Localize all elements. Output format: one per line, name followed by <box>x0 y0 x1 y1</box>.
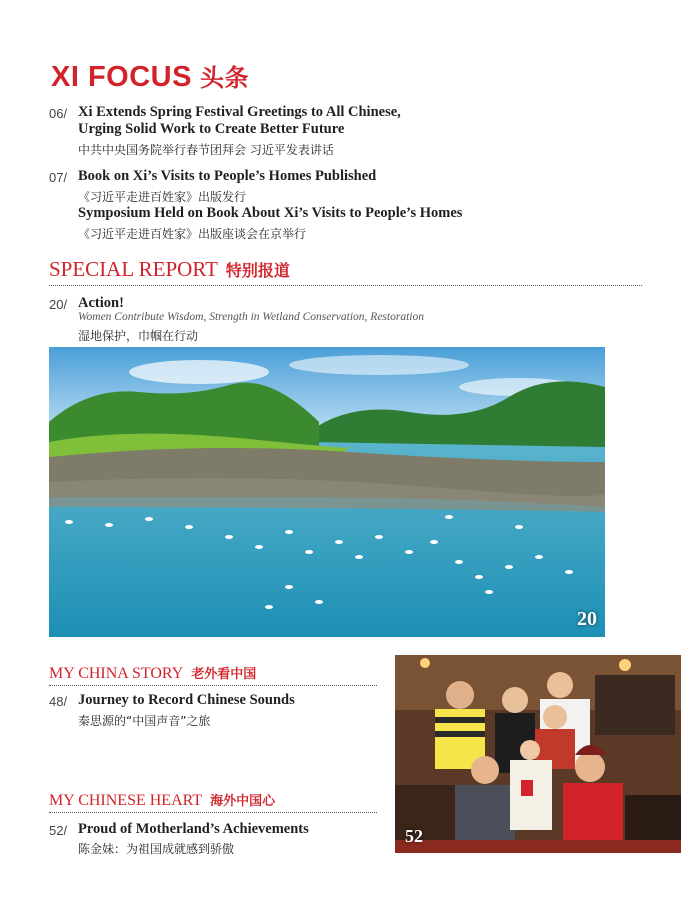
special-report-heading <box>49 257 290 282</box>
article-title[interactable]: Book on Xi’s Visits to People’s Homes Published <box>78 168 377 184</box>
family-group-photo[interactable] <box>395 655 681 853</box>
wetland-photo-illustration <box>49 347 605 637</box>
section-divider <box>49 285 642 286</box>
xi-focus-title-cn: 头条 <box>199 64 249 92</box>
special-report-title-cn: 特别报道 <box>225 261 290 280</box>
article-title-cn: 湿地保护，巾帼在行动 <box>78 329 199 343</box>
article-title[interactable]: Xi Extends Spring Festival Greetings to All Chinese, <box>78 104 401 120</box>
article-title-cn: 中共中央国务院举行春节团拜会 习近平发表讲话 <box>78 143 334 157</box>
article-title[interactable]: Journey to Record Chinese Sounds <box>78 692 295 708</box>
my-chinese-heart-title-cn: 海外中国心 <box>210 794 276 809</box>
my-china-story-heading <box>49 663 256 683</box>
my-china-story-title-cn: 老外看中国 <box>191 667 257 682</box>
article-title[interactable]: Symposium Held on Book About Xi’s Visits to People’s Homes <box>78 205 463 221</box>
my-chinese-heart-title-en: MY CHINESE HEART <box>49 792 203 809</box>
article-title[interactable]: Action! <box>78 295 124 311</box>
article-title[interactable]: Proud of Motherland’s Achievements <box>78 821 309 837</box>
article-title-cn: 陈金妹：为祖国成就感到骄傲 <box>78 842 235 856</box>
xi-focus-title-en: XI FOCUS <box>51 61 192 93</box>
wetland-egrets-photo[interactable] <box>49 347 605 637</box>
article-title-continued[interactable]: Urging Solid Work to Create Better Future <box>78 121 345 137</box>
article-title-cn: 秦思源的“中国声音”之旅 <box>78 714 211 728</box>
section-divider <box>49 685 377 686</box>
page-number: 07/ <box>49 170 68 185</box>
page-number: 48/ <box>49 694 68 709</box>
photo-page-number: 20 <box>577 608 597 630</box>
page-number: 52/ <box>49 823 68 838</box>
article-title-cn: 《习近平走进百姓家》出版发行 <box>78 190 247 204</box>
section-divider <box>49 812 377 813</box>
my-chinese-heart-heading <box>49 790 275 810</box>
family-photo-illustration <box>395 655 681 853</box>
special-report-title-en: SPECIAL REPORT <box>49 257 218 281</box>
xi-focus-heading <box>51 58 249 94</box>
article-title-cn: 《习近平走进百姓家》出版座谈会在京举行 <box>78 227 307 241</box>
photo-page-number: 52 <box>405 826 423 846</box>
my-china-story-title-en: MY CHINA STORY <box>49 665 184 682</box>
article-subtitle: Women Contribute Wisdom, Strength in Wetland Conservation, Restoration <box>78 311 424 323</box>
page-number: 06/ <box>49 106 68 121</box>
page-number: 20/ <box>49 297 68 312</box>
